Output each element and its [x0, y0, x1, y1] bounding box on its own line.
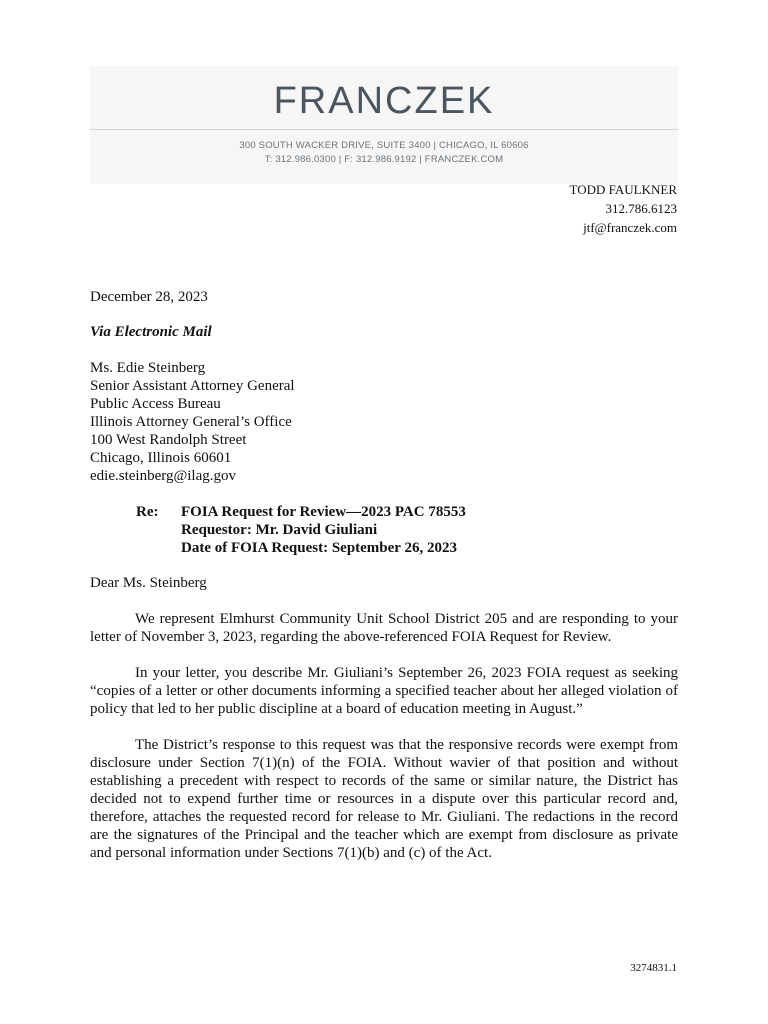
- recipient-line: Ms. Edie Steinberg: [90, 360, 206, 376]
- letterhead-divider: [90, 129, 678, 130]
- recipient-address: [90, 359, 678, 485]
- firm-address: 300 SOUTH WACKER DRIVE, SUITE 3400 | CHICAGO, IL 60606: [239, 140, 529, 151]
- document-id: 3274831.1: [630, 962, 677, 974]
- sender-email: jtf@franczek.com: [583, 220, 677, 235]
- recipient-line: Illinois Attorney General’s Office: [90, 414, 292, 430]
- recipient-line: 100 West Randolph Street: [90, 432, 247, 448]
- firm-logo-name: FRANCZEK: [273, 80, 495, 122]
- firm-contact: T: 312.986.0300 | F: 312.986.9192 | FRANCZEK.COM: [264, 154, 504, 165]
- paragraph-text: The District’s response to this request was that the responsive records were exempt from disclosure under Section 7(1)(n) of the FOIA. Without wavier of that position and without establishing a precedent with respect to records of the same or similar nature, the District has decided not to expend further time or resources in a dispute over this particular record and, therefore, attaches the requested record for release to Mr. Giuliani. The redactions in the record are the signatures of the Principal and the teacher which are exempt from disclosure as private and personal information under Sections 7(1)(b) and (c) of the Act.: [90, 737, 678, 861]
- salutation: Dear Ms. Steinberg: [90, 575, 207, 591]
- subject-line: FOIA Request for Review—2023 PAC 78553: [181, 504, 466, 520]
- letterhead: [90, 66, 678, 184]
- recipient-line: Public Access Bureau: [90, 396, 221, 412]
- recipient-line: Senior Assistant Attorney General: [90, 378, 295, 394]
- delivery-method: Via Electronic Mail: [90, 324, 212, 340]
- paragraph-text: In your letter, you describe Mr. Giuliani’s September 26, 2023 FOIA request as seeking “copies of a letter or other documents informing a specified teacher about her alleged violation of policy that led to her public discipline at a board of education meeting in August.”: [90, 665, 678, 717]
- sender-name: TODD FAULKNER: [569, 182, 677, 197]
- subject-line: Requestor: Mr. David Giuliani: [181, 522, 378, 538]
- recipient-line: edie.steinberg@ilag.gov: [90, 468, 237, 484]
- letter-date: December 28, 2023: [90, 289, 208, 305]
- body-paragraph: [90, 664, 678, 718]
- body-paragraph: [90, 736, 678, 862]
- paragraph-text: We represent Elmhurst Community Unit School District 205 and are responding to your letter of November 3, 2023, regarding the above-referenced FOIA Request for Review.: [90, 611, 678, 645]
- sender-block: [570, 180, 678, 237]
- subject-label: Re:: [136, 504, 159, 520]
- recipient-line: Chicago, Illinois 60601: [90, 450, 232, 466]
- subject-line: Date of FOIA Request: September 26, 2023: [181, 540, 457, 556]
- body-paragraph: [90, 610, 678, 646]
- sender-phone: 312.786.6123: [605, 201, 677, 216]
